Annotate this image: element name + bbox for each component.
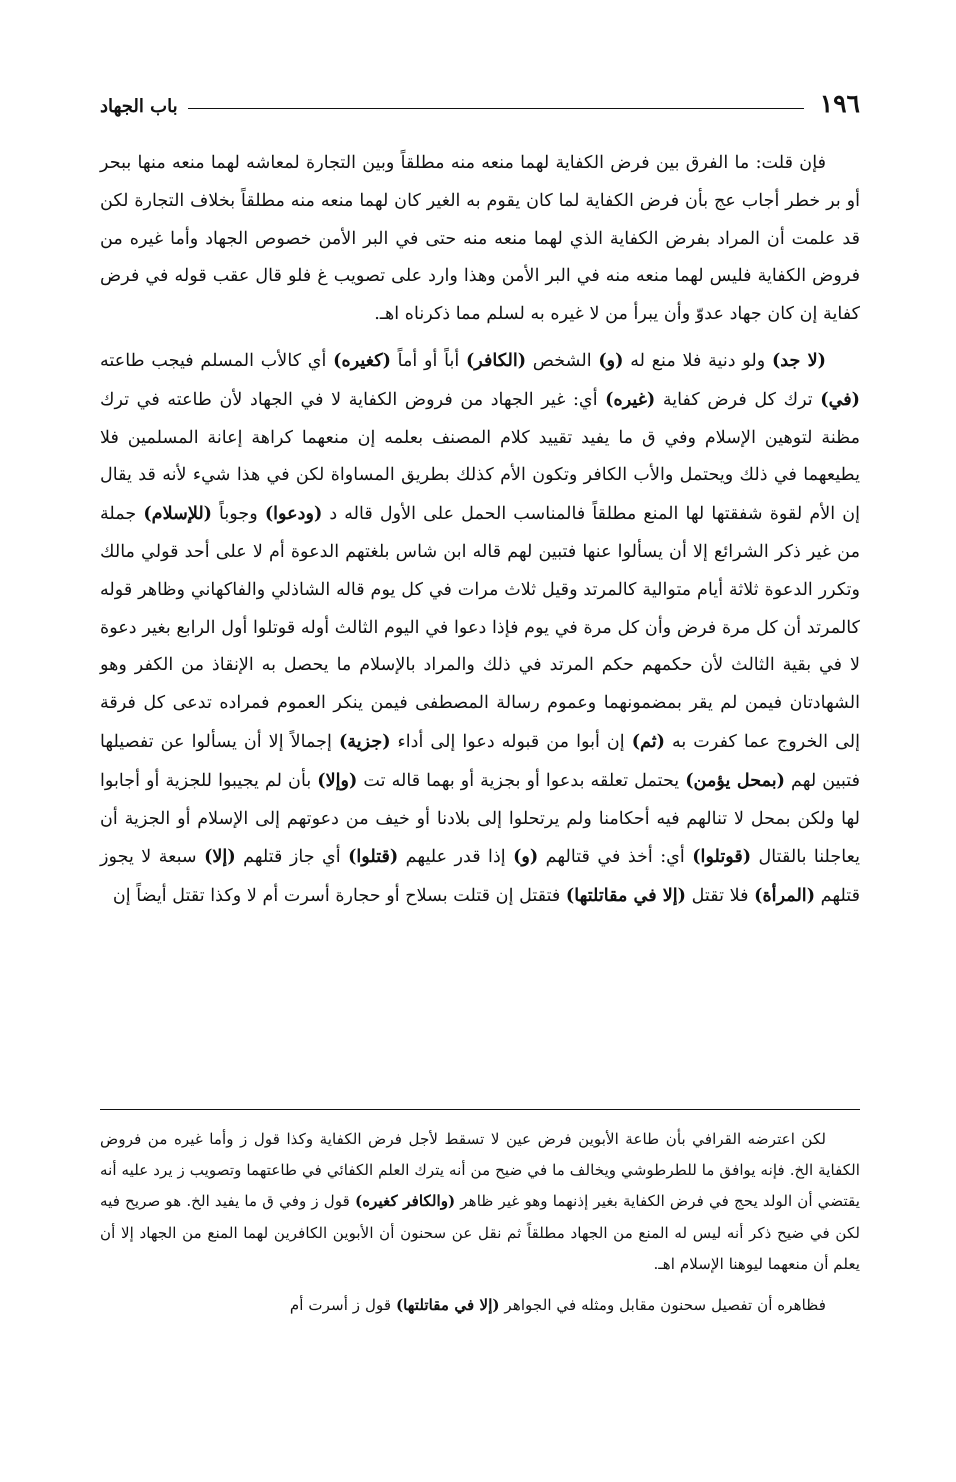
text-run: الشخص xyxy=(526,350,599,371)
bold-term: (المرأة) xyxy=(754,885,816,907)
text-run: أباً أو أماً xyxy=(390,350,466,371)
bold-term: (لا جد) xyxy=(771,349,827,371)
page-header xyxy=(100,82,860,116)
bold-term: (قوتلوا) xyxy=(692,846,752,868)
bold-term: (والكافر كغيره) xyxy=(355,1192,456,1211)
text-run: لكن اعترضه القرافي بأن طاعة الأبوين فرض عين لا تسقط لأجل فرض الكفاية وكذا قول ز وأما غيره من فروض الكفاية الخ. فإنه يوافق ما للطرطوشي ويخالف ما في ضيح من أنه يترك العلم الكفائي في طاعتهما وتصويب ز يرد عليه أنه يقتضي أن الولد يحج في فرض الكفاية بغير إذنهما وهو غير ظاهر xyxy=(100,1130,860,1211)
footnotes xyxy=(100,1124,860,1321)
text-run: أي جاز قتلهم xyxy=(235,847,349,868)
bold-term: (غيره) xyxy=(605,388,656,410)
text-run: ترك كل فرض كفاية xyxy=(655,389,821,410)
bold-term: (قتلوا) xyxy=(348,846,399,868)
bold-term: (جزية) xyxy=(338,730,391,752)
paragraph-1: فإن قلت: ما الفرق بين فرض الكفاية لهما منعه منه مطلقاً وبين التجارة لمعاشه لهما منعه منها ببحر أو بر خطر أجاب عج بأن فرض الكفاية لما كان يقوم به الغير كان لهما منعه منه مطلقاً بخلاف التجارة لكن قد علمت أن المراد بفرض الكفاية الذي لهما منعه منه حتى في البر الأمن خصوص الجهاد وأما غيره من فروض الكفاية فليس لهما منعه منه في البر الأمن وهذا وارد على تصويب غ فلو قال عقب قوله في فرض كفاية إن كان جهاد عدوّ وأن يبرأ من لا غيره به لسلم مما ذكرناه اهـ. xyxy=(100,153,860,325)
paragraph-2 xyxy=(100,342,860,916)
text-run: أي كالأب المسلم فيجب طاعته xyxy=(100,350,334,371)
main-text xyxy=(100,145,860,916)
bold-term: (و) xyxy=(513,846,539,868)
text-run: فتقتل إن قتلت بسلاح أو حجارة أسرت أم لا وكذا تقتل أيضاً إن xyxy=(112,886,566,907)
bold-term: (بمحل يؤمن) xyxy=(685,769,786,791)
text-run: أي: أخذ في قتالهم xyxy=(538,847,693,868)
text-run: فظاهره أن تفصيل سحنون مقابل ومثله في الجواهر xyxy=(499,1296,826,1315)
text-run: قول ز وفي ق ما يفيد الخ. هو صريح فيه لكن في ضيح ذكر أنه ليس له المنع من الجهاد مطلقاً ثم نقل عن سحنون أن الأبوين الكافرين لهما المنع من الجهاد إلا أن يعلم أن منعهما ليوهنا الإسلام اهـ. xyxy=(100,1192,860,1273)
text-run: ولو دنية فلا منع له xyxy=(623,350,772,371)
bold-term: (ودعوا) xyxy=(264,503,323,525)
text-run: يحتمل تعلقه بدعوا أو بجزية أو بهما قاله تت xyxy=(357,770,686,791)
text-run: بأن لم يجيبوا للجزية أو أجابوا لها ولكن بمحل لا تنالهم فيه أحكامنا ولم يرتحلوا إلى بلادنا أو خيف من دعوتهم إلى الإسلام أو الجزية أن يعاجلنا بالقتال xyxy=(100,770,861,868)
page-number: ١٩٦ xyxy=(819,89,860,118)
bold-term: (كغيره) xyxy=(333,349,391,371)
text-run: فلا تقتل xyxy=(686,886,755,907)
header-rule xyxy=(188,108,804,109)
text-run: سبعة لا يجوز قتلهم xyxy=(100,847,860,907)
text-run: إن أبوا من قبوله دعوا إلى أداء xyxy=(390,731,632,752)
text-run: إجمالاً إلا أن يسألوا عن تفصيلها فتبين لهم xyxy=(100,731,860,791)
text-run: قول ز أسرت أم xyxy=(289,1296,396,1315)
bold-term: (إلا في مقاتلتها) xyxy=(395,1296,500,1315)
bold-term: (للإسلام) xyxy=(143,503,212,525)
bold-term: (إلا في مقاتلتها) xyxy=(565,885,687,907)
footnote-1 xyxy=(100,1124,860,1280)
footnote-2 xyxy=(100,1290,860,1321)
book-page xyxy=(100,0,860,1482)
bold-term: (الكافر) xyxy=(465,349,527,371)
bold-term: (وإلا) xyxy=(317,769,358,791)
text-run: أي: غير الجهاد من فروض الكفاية لا في الجهاد لأن طاعته في ترك مظنة لتوهين الإسلام وفي ق ما يفيد تقييد كلام المصنف بعلمه إن منعهما كراهة إعانة المسلمين فلا يطيعهما في ذلك ويحتمل والأب الكافر وتكون الأم كذلك بطريق المساواة لكن في هذا شيء لأنه قد يقال إن الأم لقوة شفقتها لها المنع مطلقاً فالمناسب الحمل على الأول قاله د xyxy=(100,389,860,525)
bold-term: (ثم) xyxy=(631,730,665,752)
text-run: وجوباً xyxy=(212,504,265,525)
bold-term: (و) xyxy=(598,349,624,371)
section-title: باب الجهاد xyxy=(100,96,178,117)
text-run: إذا قدر عليهم xyxy=(398,847,514,868)
footnote-separator xyxy=(100,1109,860,1110)
bold-term: (في) xyxy=(820,388,860,410)
bold-term: (إلا) xyxy=(204,846,236,868)
text-run: جملة من غير ذكر الشرائع إلا أن يسألوا عنها فتبين لهم قاله ابن شاس بلغتهم الدعوة أم لا على أحد قولي مالك وتكرر الدعوة ثلاثة أيام متوالية كالمرتد وقيل ثلاث مرات في كل يوم قاله الشاذلي والفاكهاني وظاهر قوله كالمرتد أن كل مرة فرض وأن كل مرة في يوم فإذا دعوا في اليوم الثالث أوله قوتلوا أول الرابع بغير دعوة لا في بقية الثالث لأن حكمهم حكم المرتد في ذلك والمراد بالإسلام ما يحصل به الإنقاذ من الكفر وهو الشهادتان فيمن لم يقر بمضمونهما وعموم رسالة المصطفى فيمن ينكر العموم فمراده تدعى كل فرقة إلى الخروج عما كفرت به xyxy=(100,504,860,752)
